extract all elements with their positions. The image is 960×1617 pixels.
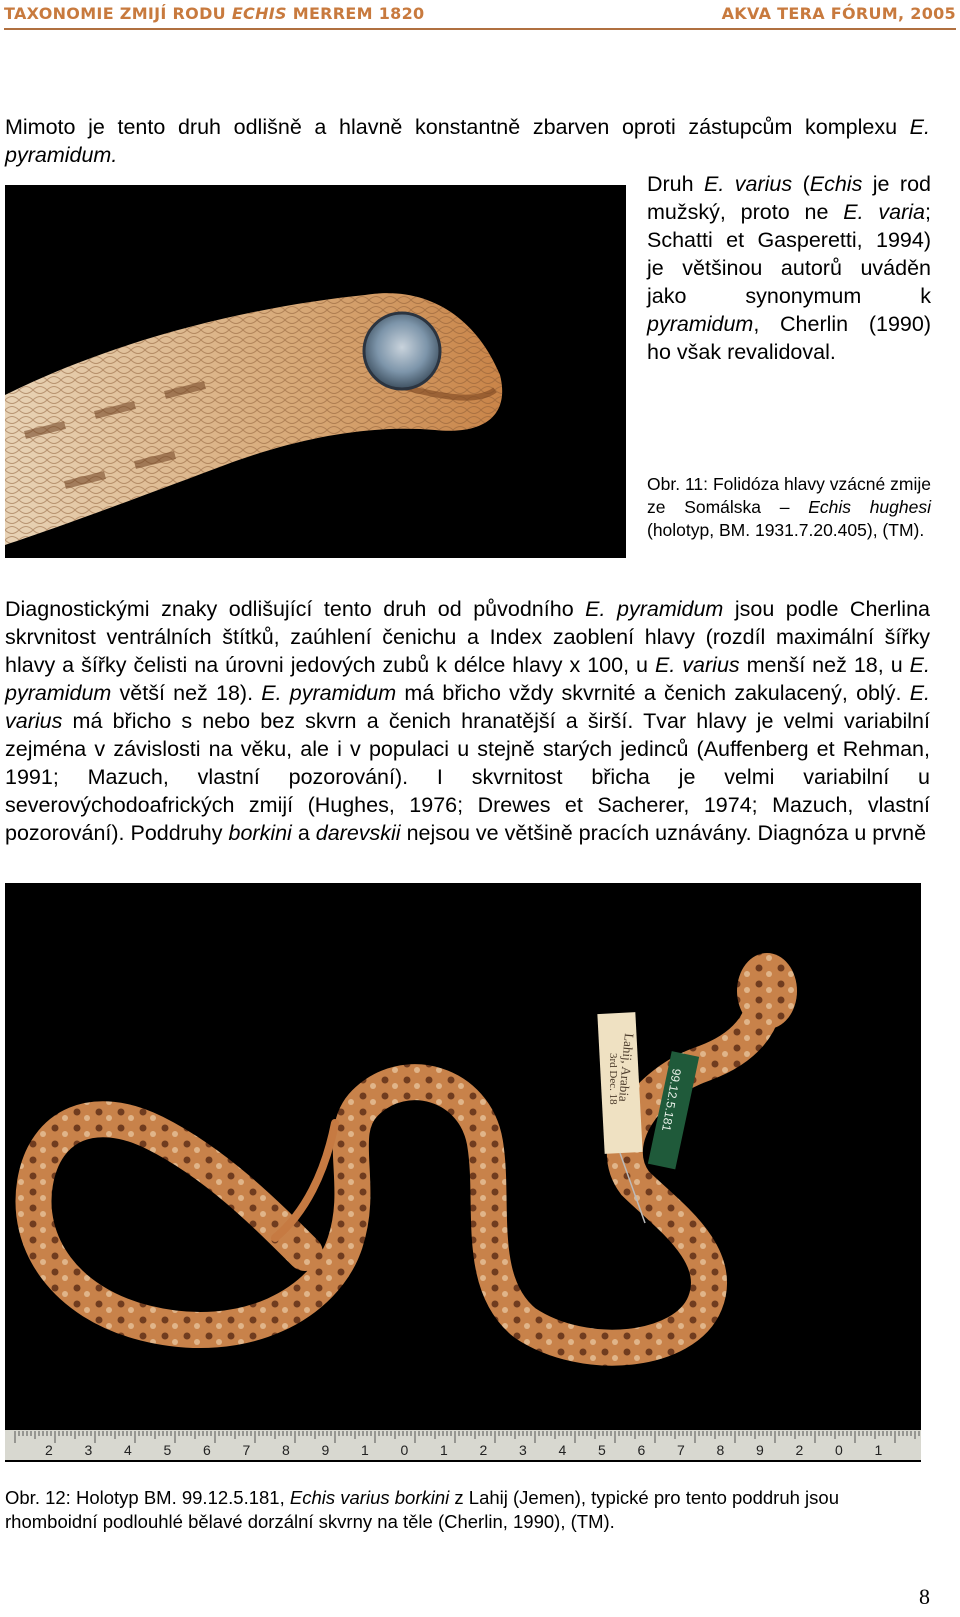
ruler-label: 6 (637, 1442, 646, 1458)
ruler-label: 5 (163, 1442, 172, 1458)
header-journal: AKVA TERA FÓRUM, 2005 (721, 4, 956, 23)
ruler-label: 3 (519, 1442, 527, 1458)
ruler-label: 0 (400, 1442, 409, 1458)
ruler-label: 9 (321, 1442, 330, 1458)
ruler-label: 2 (45, 1442, 53, 1458)
photo-echis-hughesi-head (5, 185, 626, 558)
running-header (4, 2, 956, 30)
side-paragraph: Druh E. varius (Echis je rod mužský, proto ne E. varia; Schatti et Gasperetti, 1994) je většinou autorů uváděn jako synonymum k pyramidum, Cherlin (1990) ho však revalidoval. (647, 172, 932, 364)
ruler-label: 6 (203, 1442, 211, 1458)
svg-text:3rd Dec. 18: 3rd Dec. 18 (607, 1053, 619, 1105)
caption-figure-12: Obr. 12: Holotyp BM. 99.12.5.181, Echis varius borkini z Lahij (Jemen), typické pro tento poddruh jsou rhomboidní podlouhlé bělavé dorzální skvrny na těle (Cherlin, 1990), (TM). (5, 1487, 839, 1532)
ruler-label: 4 (124, 1442, 132, 1458)
ruler-label: 0 (835, 1442, 843, 1458)
museum-tag (597, 1012, 642, 1154)
ruler-label: 9 (756, 1442, 764, 1458)
ruler-label: 8 (716, 1442, 725, 1458)
ruler-label: 7 (677, 1442, 685, 1458)
ruler-label: 7 (242, 1442, 251, 1458)
photo-echis-varius-borkini-holotype (5, 883, 921, 1462)
measuring-ruler (5, 1430, 921, 1460)
ruler-label: 5 (598, 1442, 606, 1458)
ruler-label: 1 (440, 1442, 448, 1458)
paragraph-diagnosis: Diagnostickými znaky odlišující tento druh od původního E. pyramidum jsou podle Cherlina skrvnitost ventrálních štítků, zaúhlení čenichu a Index zaoblení hlavy (rozdíl maximální šířky hlavy a šířky čelisti na úrovni jedových zubů k délce hlavy x 100, u E. varius menší než 18, u E. pyramidum větší než 18). E. pyramidum má břicho vždy skvrnité a čenich zakulacený, oblý. E. varius má břicho s nebo bez skvrn a čenich hranatější a širší. Tvar hlavy je velmi variabilní zejména v závislosti na věku, ale i v populaci u stejně starých jedinců (Auffenberg et Rehman, 1991; Mazuch, vlastní pozorování). I skvrnitost břicha je velmi variabilní u severovýchodoafrických zmijí (Hughes, 1976; Drewes et Sacherer, 1974; Mazuch, vlastní pozorování). Poddruhy borkini a darevskii nejsou ve většině pracích uznávány. Diagnóza u prvně (5, 597, 931, 845)
ruler-label: 4 (558, 1442, 567, 1458)
paragraph-intro: Mimoto je tento druh odlišně a hlavně konstantně zbarven oproti zástupcům komplexu E. pyramidum. (5, 115, 930, 167)
ruler-label: 1 (361, 1442, 369, 1458)
header-title: TAXONOMIE ZMIJÍ RODU ECHIS MERREM 1820 (4, 4, 425, 23)
ruler-label: 1 (874, 1442, 883, 1458)
ruler-label: 2 (795, 1442, 804, 1458)
ruler-label: 3 (84, 1442, 93, 1458)
ruler-label: 2 (479, 1442, 488, 1458)
ruler-label: 8 (282, 1442, 290, 1458)
svg-text:Lahij, Arabia: Lahij, Arabia (616, 1032, 637, 1103)
svg-text:99.12.5.181: 99.12.5.181 (659, 1067, 684, 1133)
page-number: 8 (919, 1584, 930, 1609)
caption-figure-11: Obr. 11: Folidóza hlavy vzácné zmije ze Somálska – Echis hughesi (holotyp, BM. 1931.7.20.405), (TM). (647, 474, 931, 540)
